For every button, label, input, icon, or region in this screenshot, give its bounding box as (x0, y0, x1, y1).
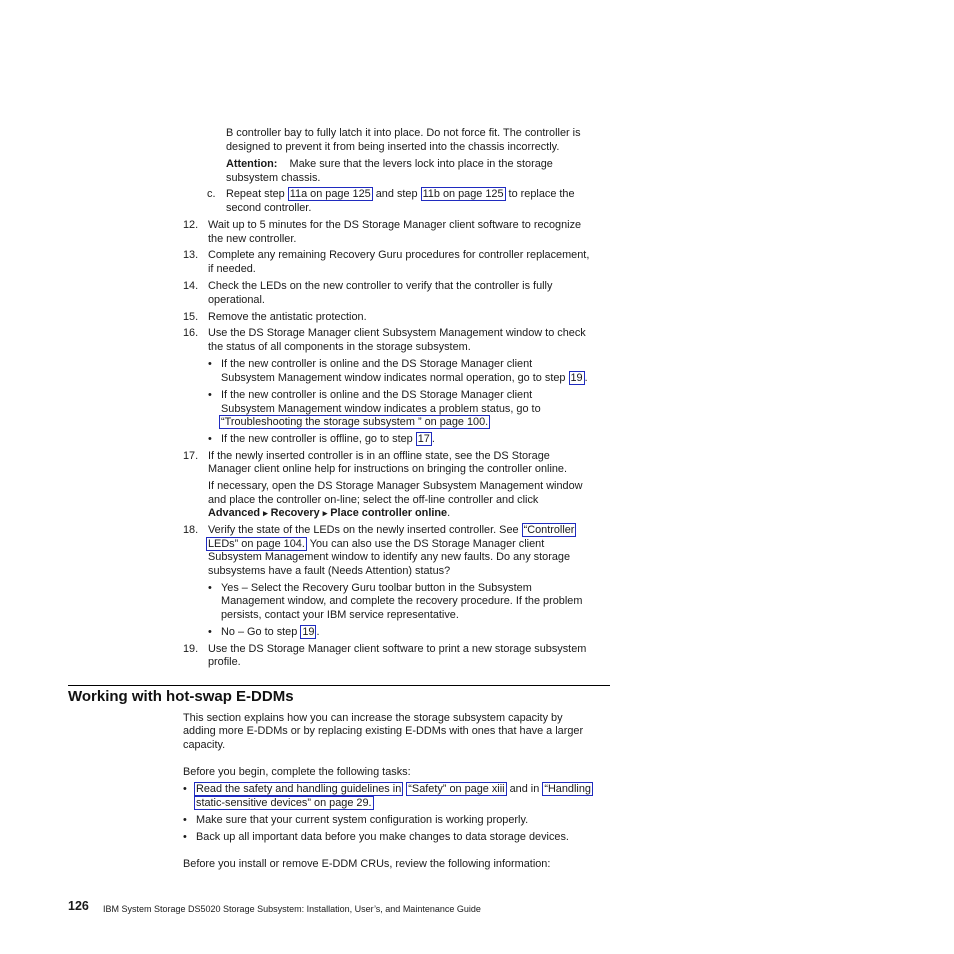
body-text: You can also use the DS Storage Manager client (309, 538, 545, 550)
body-text: Wait up to 5 minutes for the DS Storage Manager client software to recognize (208, 219, 582, 231)
task-line (194, 783, 593, 797)
footer-title: IBM System Storage DS5020 Storage Subsystem: Installation, User’s, and Maintenance Guide (103, 904, 481, 914)
section-heading: Working with hot-swap E-DDMs (68, 685, 610, 706)
attention-text: subsystem chassis. (226, 172, 321, 184)
body-text: This section explains how you can increase the storage subsystem capacity by (183, 712, 563, 724)
substep-c (226, 188, 575, 202)
body-text: Before you begin, complete the following tasks: (183, 766, 411, 778)
body-text: B controller bay to fully latch it into place. Do not force fit. The controller is (226, 127, 581, 139)
link-troubleshooting[interactable]: “Troubleshooting the storage subsystem ” on page 100. (221, 416, 489, 428)
body-text: the new controller. (208, 233, 297, 245)
task-line (194, 797, 374, 811)
bullet-icon: • (208, 389, 212, 401)
body-text: adding more E-DDMs or by replacing existing E-DDMs with ones that have a larger (183, 725, 584, 737)
body-text: If the new controller is online and the DS Storage Manager client (221, 358, 533, 370)
link-11b[interactable]: 11b on page 125 (422, 188, 504, 200)
link-step-19[interactable]: 19 (302, 626, 315, 638)
menu-advanced: Advanced (208, 507, 261, 519)
bullet-line (221, 433, 435, 447)
body-text: No – Go to step (221, 626, 298, 638)
link-controller-leds[interactable]: “Controller (523, 524, 575, 536)
body-text: If the new controller is online and the DS Storage Manager client (221, 389, 533, 401)
bullet-line (221, 372, 588, 386)
link-safety-guidelines[interactable]: Read the safety and handling guidelines in (196, 783, 402, 795)
body-text: Management window, and complete the recovery procedure. If the problem (221, 595, 583, 607)
punctuation: . (584, 372, 588, 384)
body-text: second controller. (226, 202, 312, 214)
body-text: subsystems have a fault (Needs Attention) status? (208, 565, 451, 577)
bullet-icon: • (208, 626, 212, 638)
bullet-icon: • (208, 433, 212, 445)
body-text: and in (509, 783, 540, 795)
attention-note (226, 158, 553, 172)
step-18-line (208, 524, 576, 538)
step-number: 14. (183, 280, 199, 292)
body-text: and step (375, 188, 418, 200)
arrow-right-icon: ▸ (322, 508, 328, 518)
body-text: Back up all important data before you make changes to data storage devices. (196, 831, 569, 843)
punctuation: . (316, 626, 320, 638)
bullet-icon: • (208, 358, 212, 370)
body-text: Subsystem Management window indicates a problem status, go to (221, 403, 541, 415)
body-text: Verify the state of the LEDs on the newly inserted controller. See (208, 524, 519, 536)
step-number: 12. (183, 219, 199, 231)
arrow-right-icon: ▸ (263, 508, 268, 518)
bullet-icon: • (183, 831, 187, 843)
body-text: Subsystem Management window indicates normal operation, go to step (221, 372, 566, 384)
bullet-line (219, 416, 490, 430)
body-text: if needed. (208, 263, 256, 275)
step-number: 15. (183, 311, 199, 323)
step-number: 17. (183, 450, 199, 462)
attention-label: Attention: (226, 158, 278, 170)
body-text: If the newly inserted controller is in an offline state, see the DS Storage (208, 450, 550, 462)
body-text: Manager client online help for instructions on bringing the controller online. (208, 463, 567, 475)
step-number: 18. (183, 524, 199, 536)
body-text: capacity. (183, 739, 226, 751)
body-text: operational. (208, 294, 265, 306)
link-11a[interactable]: 11a on page 125 (289, 188, 371, 200)
body-text: Repeat step (226, 188, 285, 200)
body-text: Use the DS Storage Manager client software to print a new storage subsystem (208, 643, 587, 655)
menu-path (208, 507, 450, 521)
punctuation: . (431, 433, 435, 445)
body-text: Before you install or remove E-DDM CRUs, review the following information: (183, 858, 551, 870)
step-number: 19. (183, 643, 199, 655)
punctuation: . (447, 507, 451, 519)
step-number: 13. (183, 249, 199, 261)
body-text: Use the DS Storage Manager client Subsystem Management window to check (208, 327, 586, 339)
step-number: 16. (183, 327, 199, 339)
body-text: Make sure that your current system configuration is working properly. (196, 814, 529, 826)
link-handling[interactable]: static-sensitive devices” on page 29. (196, 797, 372, 809)
step-18-line (206, 538, 544, 552)
menu-recovery: Recovery (270, 507, 320, 519)
link-safety-page[interactable]: “Safety” on page xiii (408, 783, 505, 795)
body-text: the status of all components in the storage subsystem. (208, 341, 471, 353)
body-text: profile. (208, 656, 241, 668)
bullet-icon: • (183, 783, 187, 795)
body-text: Yes – Select the Recovery Guru toolbar button in the Subsystem (221, 582, 532, 594)
link-step-17[interactable]: 17 (417, 433, 430, 445)
body-text: to replace the (508, 188, 575, 200)
menu-place-controller-online: Place controller online (330, 507, 448, 519)
link-controller-leds[interactable]: LEDs” on page 104. (208, 538, 305, 550)
link-step-19[interactable]: 19 (570, 372, 583, 384)
body-text: If necessary, open the DS Storage Manager Subsystem Management window (208, 480, 583, 492)
body-text: and place the controller on-line; select the off-line controller and click (208, 494, 539, 506)
link-handling[interactable]: “Handling (544, 783, 591, 795)
body-text: Complete any remaining Recovery Guru procedures for controller replacement, (208, 249, 590, 261)
page-number: 126 (68, 899, 89, 913)
bullet-line (221, 626, 319, 640)
body-text: designed to prevent it from being inserted into the chassis incorrectly. (226, 141, 560, 153)
body-text: Subsystem Management window to identify any new faults. Do any storage (208, 551, 571, 563)
bullet-icon: • (183, 814, 187, 826)
body-text: persists, contact your IBM service representative. (221, 609, 459, 621)
substep-marker: c. (207, 188, 216, 200)
attention-text: Make sure that the levers lock into place in the storage (289, 158, 553, 170)
bullet-icon: • (208, 582, 212, 594)
body-text: If the new controller is offline, go to step (221, 433, 413, 445)
body-text: Remove the antistatic protection. (208, 311, 367, 323)
body-text: Check the LEDs on the new controller to verify that the controller is fully (208, 280, 553, 292)
